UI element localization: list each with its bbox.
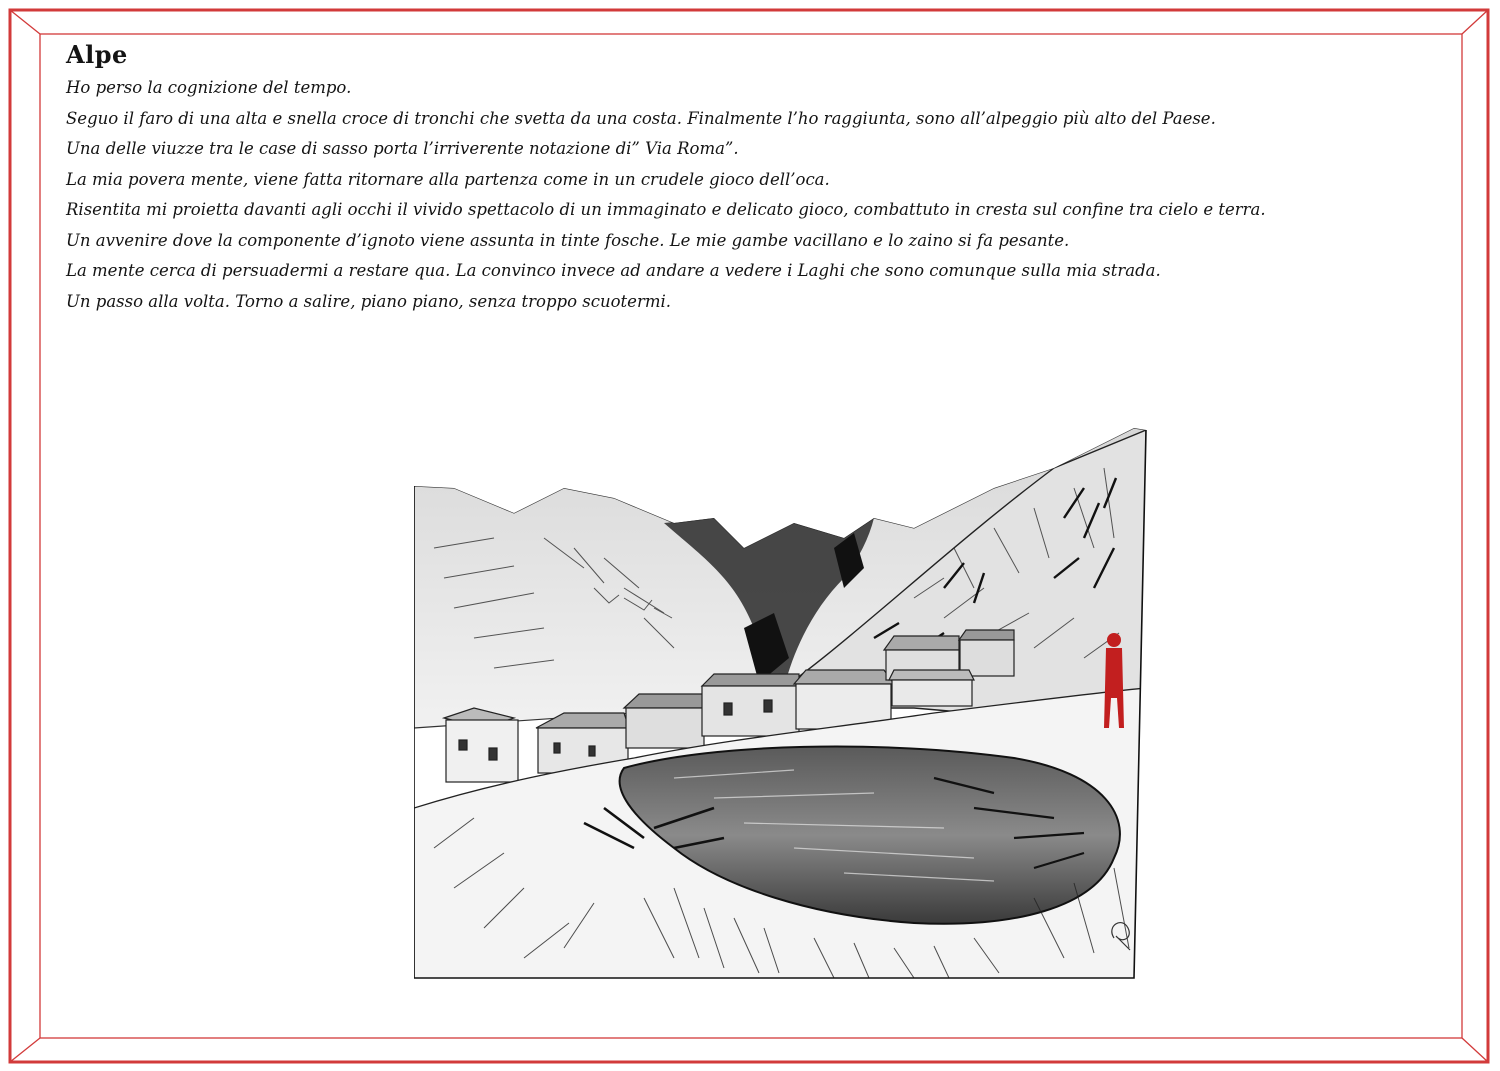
house-3 xyxy=(624,694,704,748)
house-4 xyxy=(702,674,799,736)
text-line-3: Una delle viuzze tra le case di sasso porta l’irriverente notazione di” Via Roma”. xyxy=(66,139,739,158)
house-8 xyxy=(889,670,974,706)
house-1 xyxy=(444,708,518,782)
house-7 xyxy=(959,630,1014,676)
text-line-4: La mia povera mente, viene fatta ritornare alla partenza come in un crudele gioco dell’oca. xyxy=(66,169,830,189)
story-text xyxy=(66,40,1406,317)
page-title: Alpe xyxy=(66,40,128,69)
text-line-8: Un passo alla volta. Torno a salire, piano piano, senza troppo scuotermi. xyxy=(66,291,672,311)
sketch-artwork xyxy=(414,428,1150,984)
alpine-lake-sketch xyxy=(414,428,1150,984)
house-5 xyxy=(794,670,894,729)
text-line-5: Risentita mi proietta davanti agli occhi il vivido spettacolo di un immaginato e delicato gioco, combattuto in cresta sul confine tra cielo e terra. xyxy=(66,200,1266,219)
text-line-6: Un avvenire dove la componente d’ignoto viene assunta in tinte fosche. Le mie gambe vacillano e lo zaino si fa pesante. xyxy=(66,230,1070,250)
text-line-2: Seguo il faro di una alta e snella croce di tronchi che svetta da una costa. Finalmente l’ho raggiunta, sono all’alpeggio più alto del Paese. xyxy=(66,108,1216,128)
text-line-1: Ho perso la cognizione del tempo. xyxy=(66,78,352,97)
text-line-7: La mente cerca di persuadermi a restare qua. La convinco invece ad andare a vedere i Laghi che sono comunque sulla mia strada. xyxy=(66,261,1161,280)
